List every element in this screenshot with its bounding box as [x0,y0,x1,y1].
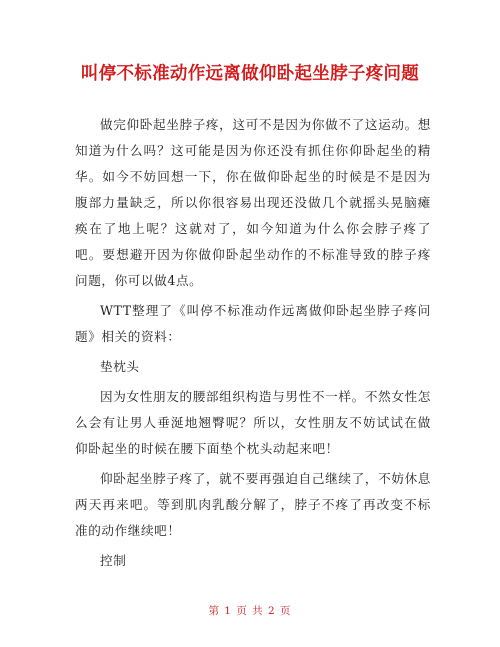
paragraph-rest: 仰卧起坐脖子疼了，就不要再强迫自己继续了，不妨休息两天再来吧。等到肌肉乳酸分解了，脖子不疼了再改变不标准的动作继续吧！ [75,471,431,538]
document-body [75,112,431,578]
section-heading-pillow: 垫枕头 [100,359,140,374]
document-title: 叫停不标准动作远离做仰卧起坐脖子疼问题 [80,64,420,84]
section-heading-control: 控制 [100,553,127,568]
paragraph-intro: 做完仰卧起坐脖子疼，这可不是因为你做不了这运动。想知道为什么吗？这可能是因为你还没有抓住你仰卧起坐的精华。如今不妨回想一下，你在做仰卧起坐的时候是不是因为腹部力量缺乏，所以你很容易出现还没做几个就摇头晃脑瘫痪在了地上呢？这就对了，如今知道为什么你会脖子疼了吧。要想避开因为你做仰卧起坐动作的不标准导致的脖子疼问题，你可以做4点。 [75,117,431,288]
paragraph-reference: WTT整理了《叫停不标准动作远离做仰卧起坐脖子疼问题》相关的资料： [75,303,431,344]
paragraph-pillow: 因为女性朋友的腰部组织构造与男性不一样。不然女性怎么会有让男人垂涎地翘臀呢？所以，女性朋友不妨试试在做仰卧起坐的时候在腰下面垫个枕头动起来吧！ [75,389,431,456]
page-footer: 第 1 页 共 2 页 [208,605,292,617]
